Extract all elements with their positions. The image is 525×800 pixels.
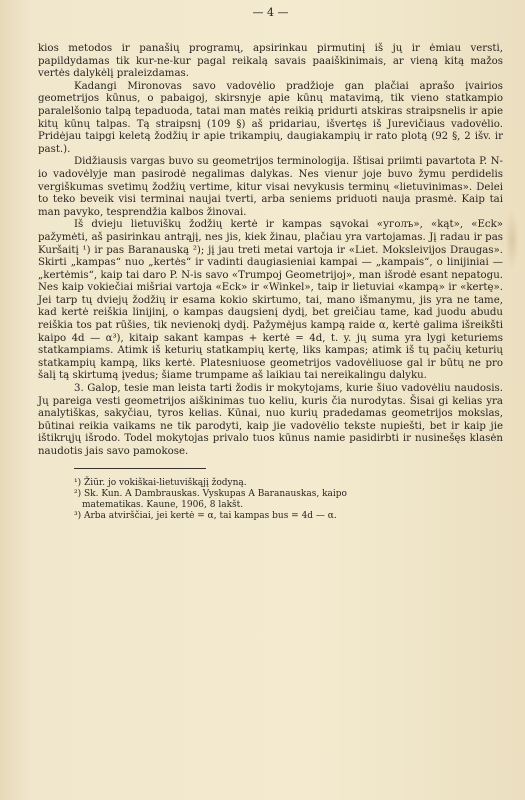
page-number: — 4 — (252, 6, 289, 19)
footnote-line: ¹) Žiūr. jo vokiškai-lietuviškąjį žodyną. (74, 477, 247, 488)
paragraph: Kadangi Mironovas savo vadovėlio pradžioje gan plačiai aprašo įvairios geometrijos kūnus, o pabaigoj, skirsnyje apie kūnų matavimą, tik vieno statkampio paralelšonio talpą tepaduoda, tatai man matės reikią pridurti atskiras straipsnelis ir apie kitų kūnų talpas. Tą straipsnį (109 §) aš pridariau, išvertęs iš Jurevičiaus vadovėlio. Pridėjau taipgi keletą žodžių ir apie trikampių, daugiakampių ir rato plotą (92 §, 2 išv. ir past.). (38, 80, 503, 155)
footnote (74, 511, 503, 522)
paragraph: Didžiausis vargas buvo su geometrijos terminologija. Ištisai priimti pavartota P. N-io vadovėlyje man pasirodė negalimas dalykas. Nes vienur joje buvo žymu perdidelis vergiškumas svetimų žodžių vertime, kitur visai nevykusis terminų «lietuvinimas». Delei to teko beveik visi terminai naujai tverti, arba seniems priduoti nauja prasmė. Kaip tai man pavyko, tesprendžia kalbos žinovai. (38, 156, 503, 218)
footnote-line: ³) Arba atvirščiai, jei kertė = α, tai kampas bus = 4d — α. (74, 511, 337, 522)
footnote-separator (74, 468, 206, 469)
paragraph: kios metodos ir panašių programų, apsirinkau pirmutinį iš jų ir ėmiau versti, papildydamas tik kur-ne-kur pagal reikalą savais paaiškinimais, ar vieną kitą mažos vertės dalykėlį praleizdamas. (38, 43, 503, 80)
footnote-line: ²) Sk. Kun. A Dambrauskas. Vyskupas A Baranauskas, kaipo (74, 488, 347, 499)
footnote (74, 478, 503, 489)
footnote-line: matematikas. Kaune, 1906, 8 lakšt. (82, 500, 244, 510)
main-text (38, 43, 503, 459)
footnotes (38, 478, 503, 523)
paper-stain (505, 210, 519, 270)
paragraph: Iš dvieju lietuviškų žodžių kertė ir kampas sąvokai «уголъ», «kąt», «Eck» pažymėti, aš pasirinkau antrąjį, nes jis, kiek žinau, plačiau yra vartojamas. Jį radau ir pas Kuršaitį ¹) ir pas Baranauską ²); jį jau treti metai vartoja ir «Liet. Moksleivijos Draugas». Skirti „kampas“ nuo „kertės“ ir vadinti daugiasieniai kampai — „kampais“, o linijiniai — „kertėmis“, kaip tai daro P. N-is savo «Trumpoj Geometrijoj», man išrodė esant nepatogu. Nes kaip vokiečiai mišriai vartoja «Eck» ir «Winkel», taip ir lietuviai «kampą» ir «kertę». Jei tarp tų dviejų žodžių ir esama kokio skirtumo, tai, mano išmanymu, jis yra ne tame, kad kertė reiškia linijinį, o kampas daugsienį dydį, bet greičiau tame, kad juodu abudu reiškia tos pat rūšies, tik nevienokį dydį. Pažymėjus kampą raide α, kertė galima išreikšti kaipo 4d — α³), kitaip sakant kampas + kertė = 4d, t. y. jų suma yra lygi keturiems statkampiams. Atimk iš keturių statkampių kertę, liks kampas; atimk iš tų pačių keturių statkampių kampą, liks kertė. Platesniuose geometrijos vadovėliuose gal ir būtų ne pro šalį tą skirtumą įvedus; šiame trumpame aš laikiau tai nereikalingu dalyku. (38, 219, 503, 382)
paragraph: 3. Galop, tesie man leista tarti žodis ir mokytojams, kurie šiuo vadovėliu naudosis. Jų pareiga vesti geometrijos aiškinimas tuo keliu, kuris čia nurodytas. Šisai gi kelias yra analytiškas, sakyčiau, tyros kelias. Kūnai, nuo kurių pradedamas geometrijos mokslas, būtinai reikia vaikams ne tik parodyti, kaip jie vadovėlio tekste nupiešti, bet ir kaip jie ištikrųjų išrodo. Todel mokytojas privalo tuos kūnus namie pasidirbti ir nusinešęs klasėn naudotis jais savo pamokose. (38, 383, 503, 457)
footnote (74, 489, 503, 511)
